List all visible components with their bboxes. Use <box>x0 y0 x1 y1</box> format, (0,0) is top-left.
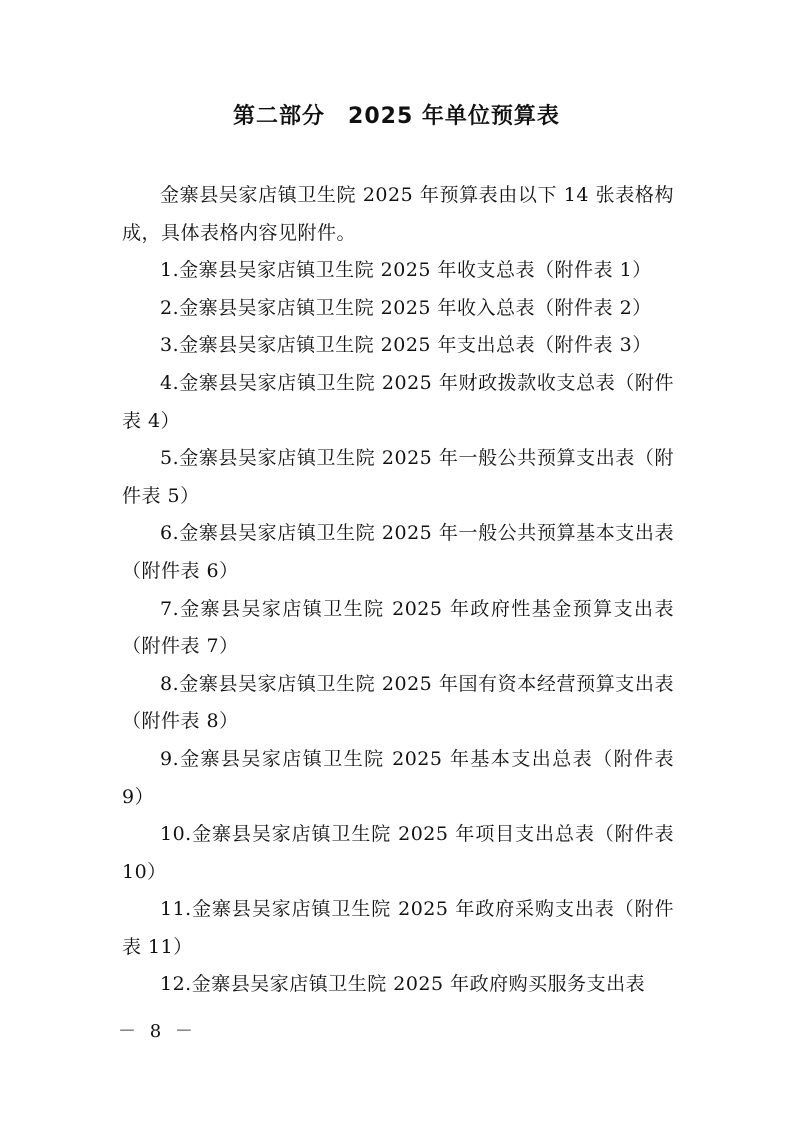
list-item-5: 5.金寨县吴家店镇卫生院 2025 年一般公共预算支出表（附件表 5） <box>122 447 674 507</box>
list-item-3: 3.金寨县吴家店镇卫生院 2025 年支出总表（附件表 3） <box>160 334 652 357</box>
list-item-2: 2.金寨县吴家店镇卫生院 2025 年收入总表（附件表 2） <box>160 296 652 319</box>
section-title: 第二部分 2025 年单位预算表 <box>233 104 560 129</box>
list-item-6: 6.金寨县吴家店镇卫生院 2025 年一般公共预算基本支出表（附件表 6） <box>122 522 674 582</box>
intro-paragraph: 金寨县吴家店镇卫生院 2025 年预算表由以下 14 张表格构成，具体表格内容见附件。 <box>122 184 674 244</box>
list-item-7: 7.金寨县吴家店镇卫生院 2025 年政府性基金预算支出表（附件表 7） <box>122 597 674 658</box>
page-number: － 8 － <box>118 1021 197 1042</box>
list-item-12: 12.金寨县吴家店镇卫生院 2025 年政府购买服务支出表 <box>160 973 646 996</box>
list-item-1: 1.金寨县吴家店镇卫生院 2025 年收支总表（附件表 1） <box>160 259 652 282</box>
document-body <box>122 177 674 1004</box>
list-item-9: 9.金寨县吴家店镇卫生院 2025 年基本支出总表（附件表 9） <box>122 747 674 808</box>
list-item-8: 8.金寨县吴家店镇卫生院 2025 年国有资本经营预算支出表（附件表 8） <box>122 672 674 733</box>
list-item-11: 11.金寨县吴家店镇卫生院 2025 年政府采购支出表（附件表 11） <box>122 898 674 958</box>
list-item-10: 10.金寨县吴家店镇卫生院 2025 年项目支出总表（附件表 10） <box>122 823 674 883</box>
list-item-4: 4.金寨县吴家店镇卫生院 2025 年财政拨款收支总表（附件表 4） <box>122 371 674 432</box>
